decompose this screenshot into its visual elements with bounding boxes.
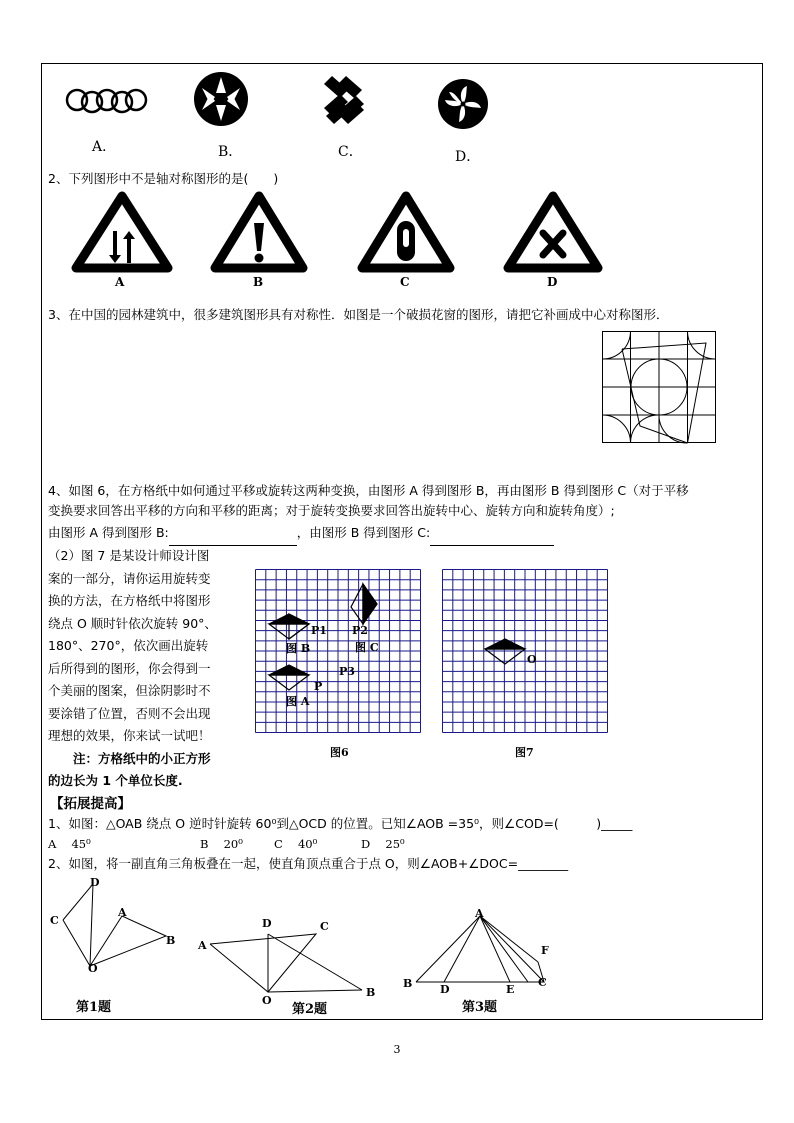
q4-part2-line: （2）图 7 是某设计师设计图 — [48, 548, 210, 563]
q2-label-b: B — [253, 275, 264, 289]
q4-part2-text — [48, 545, 217, 793]
ext-fig1-point-c: C — [50, 914, 59, 927]
broken-window-figure — [602, 331, 716, 443]
q4-answer-ab-prompt: 由图形 A 得到图形 B: — [48, 525, 169, 540]
extension-q1-option-b: B 20⁰ — [200, 837, 243, 851]
fig6-label-p2: P2 — [352, 624, 368, 637]
q1-option-a: A． — [92, 139, 117, 155]
ext-fig3-point-c: C — [538, 976, 547, 989]
ext-fig2-point-o: O — [262, 994, 272, 1007]
warning-sign-d-figure — [505, 193, 601, 273]
q2-label-d: D — [547, 275, 558, 289]
warning-sign-c-figure — [359, 193, 453, 273]
q4-part2-line: 绕点 O 顺时针依次旋转 90°、 — [48, 615, 217, 631]
q4-note-line2: 的边长为 1 个单位长度. — [48, 773, 183, 788]
q4-part2-line: 换的方法，在方格纸中将图形 — [48, 593, 211, 608]
q4-part2-line: 180°、270°，依次画出旋转 — [48, 638, 209, 653]
q4-answer-bc-prompt: ，由图形 B 得到图形 C: — [296, 525, 431, 540]
fig6-label-b: 图 B — [286, 642, 311, 655]
ext-fig2-point-b: B — [366, 986, 376, 999]
figure-6-grid — [255, 569, 421, 733]
fig6-label-a: 图 A — [286, 695, 310, 708]
answer-bc-blank[interactable] — [430, 522, 554, 546]
fig6-label-p: P — [314, 680, 323, 693]
olympic-rings-figure — [64, 84, 148, 118]
extension-q1-option-a: A 45⁰ — [48, 837, 91, 851]
ext-fig1-point-d: D — [90, 876, 100, 889]
page-number: 3 — [393, 1043, 401, 1056]
q1-option-d: D． — [455, 149, 481, 165]
q2-stem: 2、下列图形中不是轴对称图形的是( ) — [48, 171, 279, 186]
q1-option-c: C． — [338, 144, 363, 160]
ext-fig3-caption: 第3题 — [462, 1000, 498, 1015]
q4-part2-line: 案的一部分，请你运用旋转变 — [48, 570, 211, 586]
ext-fig2-point-c: C — [320, 920, 329, 933]
q2-label-a: A — [115, 275, 125, 289]
ext-fig3-point-f: F — [541, 944, 549, 957]
fig7-label-o: O — [527, 653, 537, 666]
fig6-label-p1: P1 — [311, 624, 327, 637]
ext-fig3-point-b: B — [403, 977, 413, 990]
fig6-label-c: 图 C — [355, 641, 379, 654]
extension-figure-2 — [196, 912, 376, 998]
q4-part2-line: 理想的效果，你来试一试吧！ — [48, 728, 211, 743]
ext-fig2-point-a: A — [198, 939, 207, 952]
answer-ab-blank[interactable] — [169, 522, 297, 546]
ext-fig3-point-d: D — [440, 983, 450, 996]
q4-note-line1: 注：方格纸中的小正方形 — [48, 750, 211, 766]
suzuki-s-logo-figure — [318, 76, 370, 124]
ext-fig2-caption: 第2题 — [292, 1002, 328, 1017]
ext-fig3-point-a: A — [475, 907, 484, 920]
fig6-caption: 图6 — [330, 746, 349, 759]
extension-q1-option-d: D 25⁰ — [361, 837, 405, 851]
q4-part2-line: 后所得到的图形，你会得到一 — [48, 660, 211, 676]
ext-fig1-caption: 第1题 — [76, 1000, 112, 1015]
ext-fig1-point-b: B — [166, 934, 176, 947]
ext-fig1-point-o: O — [88, 962, 98, 975]
q1-option-b: B． — [218, 144, 243, 160]
ext-fig3-point-e: E — [506, 983, 515, 996]
bauhinia-emblem-figure — [437, 78, 489, 130]
q4-line2: 变换要求回答出平移的方向和平移的距离；对于旋转变换要求回答出旋转中心、旋转方向和旋转角度）; — [48, 503, 615, 518]
extension-figure-1 — [48, 878, 188, 988]
figure-7-grid — [442, 569, 608, 733]
q4-line1: 4、如图 6，在方格纸中如何通过平移或旋转这两种变换，由图形 A 得到图形 B，再由图形 B 得到图形 C（对于平移 — [48, 483, 689, 498]
extension-heading: 【拓展提高】 — [50, 796, 131, 812]
q4-part2-line: 个美丽的图案，但涂阴影时不 — [48, 683, 211, 698]
q4-line3 — [48, 522, 554, 546]
q3-stem: 3、在中国的园林建筑中，很多建筑图形具有对称性．如图是一个破损花窗的图形，请把它补画成中心对称图形． — [48, 307, 669, 322]
extension-q1-option-c: C 40⁰ — [274, 837, 318, 851]
warning-sign-a-figure — [73, 193, 171, 273]
ext-fig2-point-d: D — [262, 917, 272, 930]
snowflake-emblem-figure — [193, 71, 249, 127]
fig7-caption: 图7 — [515, 746, 534, 759]
q2-label-c: C — [400, 275, 410, 289]
warning-sign-b-figure — [212, 193, 306, 273]
fig6-label-p3: P3 — [339, 665, 355, 678]
extension-q1-stem: 1、如图：△OAB 绕点 O 逆时针旋转 60⁰到△OCD 的位置。已知∠AOB =35⁰，则∠COD=( )_____ — [48, 816, 633, 831]
extension-q2-stem: 2、如图，将一副直角三角板叠在一起，使直角顶点重合于点 O，则∠AOB+∠DOC=________ — [48, 856, 569, 871]
ext-fig1-point-a: A — [118, 906, 127, 919]
q4-part2-line: 要涂错了位置，否则不会出现 — [48, 705, 211, 721]
